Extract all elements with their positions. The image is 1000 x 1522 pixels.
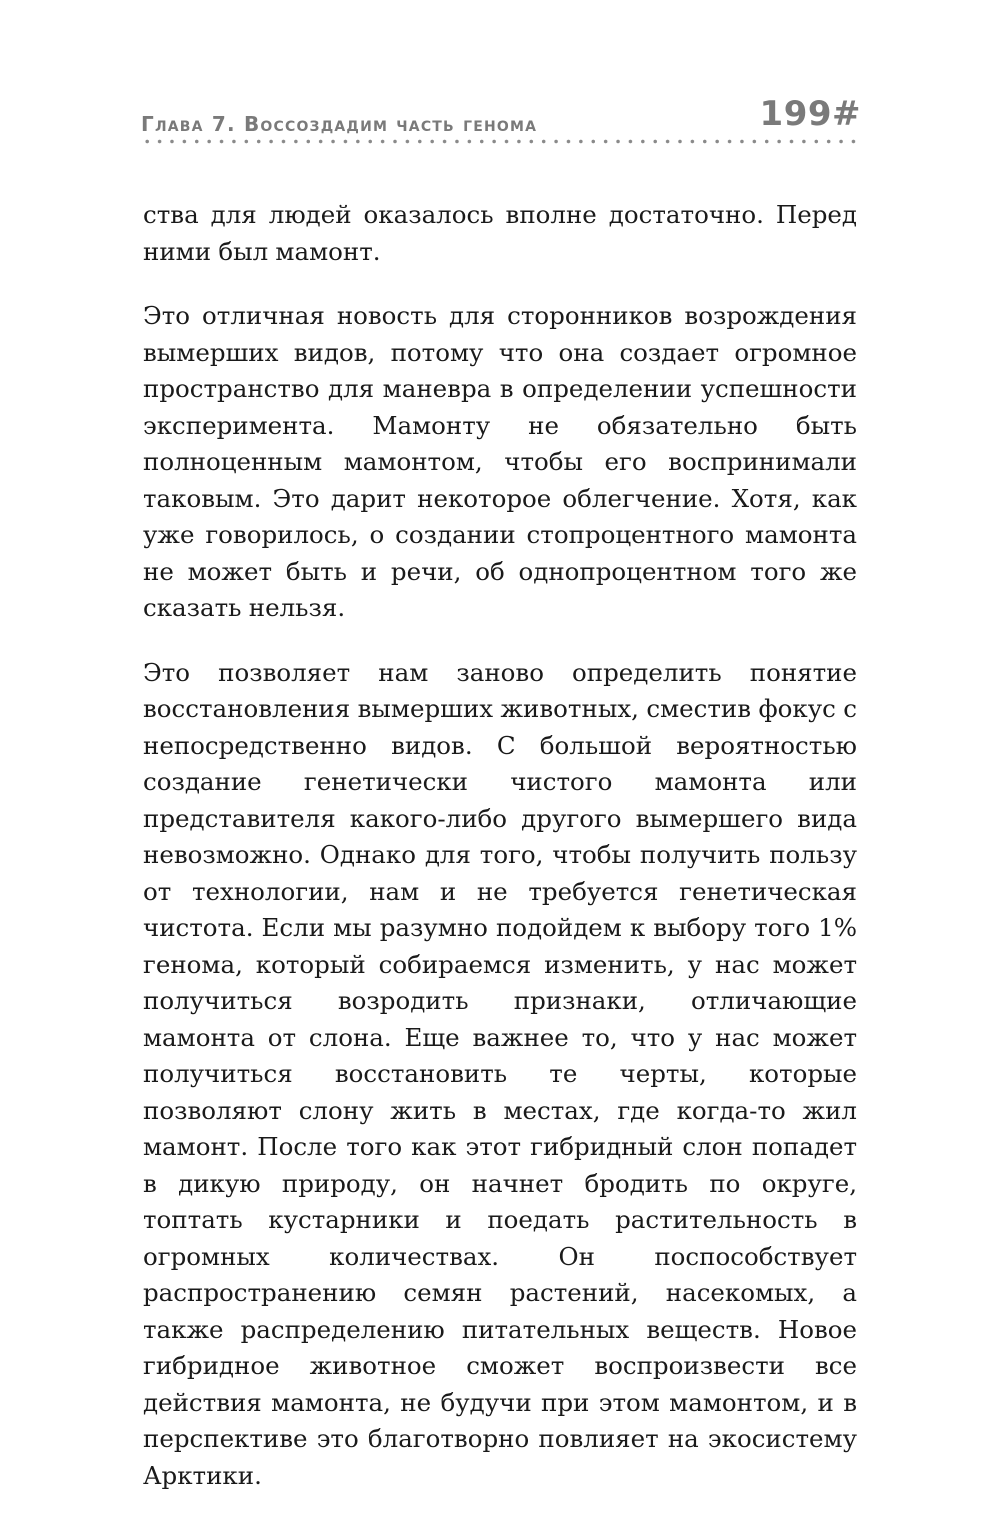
running-header <box>141 92 861 152</box>
page-number: 199# <box>759 94 861 134</box>
paragraph: Это отличная новость для сторонников возрождения вымерших видов, потому что она создает огромное пространство для маневра в определении успешности эксперимента. Мамонту не обязательно быть полноценным мамонтом, чтобы его воспринимали таковым. Это дарит некоторое облегчение. Хотя, как уже говорилось, о создании стопроцентного мамонта не может быть и речи, об однопроцентном того же сказать нельзя. <box>143 301 857 622</box>
paragraph: Это позволяет нам заново определить понятие восстановления вымерших животных, сместив фокус с непосредственно видов. С большой вероятностью создание генетически чистого мамонта или представителя какого-либо другого вымершего вида невозможно. Однако для того, чтобы получить пользу от технологии, нам и не требуется генетическая чистота. Если мы разумно подойдем к выбору того 1% генома, который собираемся изменить, у нас может получиться возродить признаки, отличающие мамонта от слона. Еще важнее то, что у нас может получиться восстановить те черты, которые позволяют слону жить в местах, где когда-то жил мамонт. После того как этот гибридный слон попадет в дикую природу, он начнет бродить по округе, топтать кустарники и поедать растительность в огромных количествах. Он поспособствует распространению семян растений, насекомых, а также распределению питательных веществ. Новое гибридное животное сможет воспроизвести все действия мамонта, не будучи при этом мамонтом, и в перспективе это благотворно повлияет на экосистему Арктики. <box>143 657 857 1490</box>
body-text <box>143 197 857 1522</box>
dotted-divider <box>141 139 861 144</box>
chapter-title: Глава 7. Воссоздадим часть генома <box>141 112 538 136</box>
paragraph: ства для людей оказалось вполне достаточно. Перед ними был мамонт. <box>143 200 857 266</box>
